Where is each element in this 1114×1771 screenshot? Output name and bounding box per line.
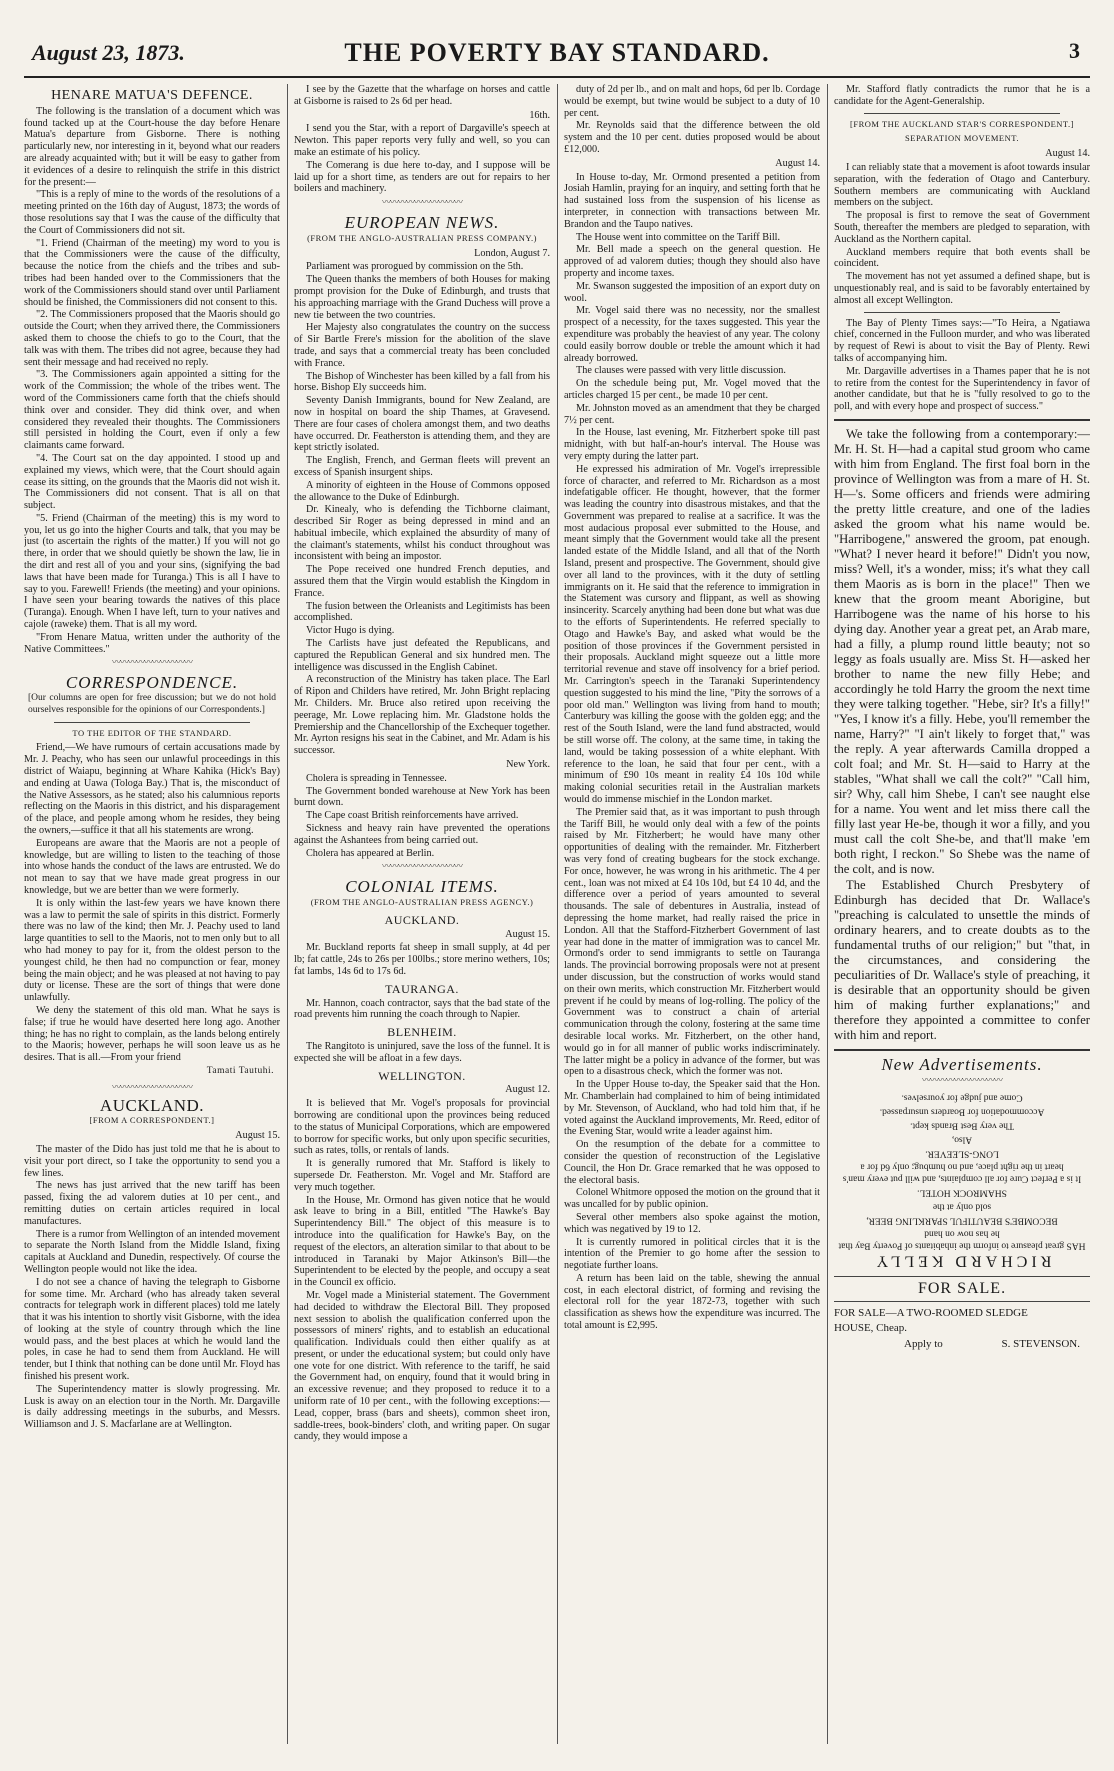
letter-continued (294, 84, 550, 108)
paragraph: Mr. Swanson suggested the imposition of an export duty on wool. (564, 280, 820, 304)
auckland-date-2: August 15. (505, 928, 550, 940)
paragraph: It is believed that Mr. Vogel's proposals for provincial borrowing are conditional upon the provinces being reduced to the status of Municipal Corporations, which are empowered to borrow for specific works, but only upon specific securities, such as rates, tolls, or rentals of lands. (294, 1098, 550, 1157)
letter-body (24, 742, 280, 1064)
divider (54, 722, 250, 723)
headline-colonial-items: COLONIAL ITEMS. (345, 877, 499, 897)
divider: 〰〰〰〰〰〰〰〰〰〰 (921, 1074, 1002, 1085)
article-new-york (294, 773, 550, 860)
paragraph: Seventy Danish Immigrants, bound for New Zealand, are now in hospital on board the ship Thames, at Gravesend. There are four cases of cholera amongst them, and two deaths have occurred. Dr. Featherston is attending them, and they are kept strictly isolated. (294, 395, 550, 454)
paragraph: Europeans are aware that the Maoris are not a people of knowledge, but are willing to listen to the teaching of those into whose hands the conduct of the laws are entrusted. We do not mean to say that we have made great progress in our knowledge, but we are better than we were formerly. (24, 837, 280, 896)
paragraph: duty of 2d per lb., and on malt and hops, 6d per lb. Cordage would be exempt, but twine would be subject to a duty of 10 per cent. (564, 84, 820, 119)
divider: 〰〰〰〰〰〰〰〰〰〰 (111, 657, 192, 668)
sub-wellington: WELLINGTON. (378, 1068, 466, 1083)
separation-article (834, 162, 1090, 307)
paragraph: The Bishop of Winchester has been killed by a fall from his horse. Bishop Ely succeeds him. (294, 370, 550, 394)
for-sale-apply (834, 1339, 1090, 1351)
auckland-source: [FROM A CORRESPONDENT.] (89, 1115, 215, 1126)
paragraph: Mr. Reynolds said that the difference between the old system and the 10 per cent. duties proposed would be about £12,000. (564, 120, 820, 155)
paragraph: In the House, Mr. Ormond has given notice that he would ask leave to bring in a Bill, entitled "The Hawke's Bay Superintendency Bill." The object of this measure is to introduce into the qualification for Hawke's Bay, on the request of the electors, an alteration similar to that about to be introduced in Taranaki by Major Atkinson's Bill—the Superintendent to be elected by the people, and occupy a seat in the Council ex officio. (294, 1194, 550, 1289)
london-date: London, August 7. (474, 247, 550, 259)
sub-blenheim: BLENHEIM. (387, 1025, 457, 1040)
sub-auckland: AUCKLAND. (384, 912, 460, 927)
paragraph: In the House, last evening, Mr. Fitzherbert spoke till past midnight, with but half-an-hour's interval. The House was very empty during the latter part. (564, 427, 820, 462)
paragraph: "1. Friend (Chairman of the meeting) my word to you is that the Commissioners were the cause of the difficulty, because the notice from the chiefs and the tribes and sub-tribes had been handed over to the Commissioners that the work of the Commissioners should stand over until Parliament should be finished, the Commissioners did not consent to this. (24, 237, 280, 308)
paragraph: Auckland members require that both events shall be coincident. (834, 246, 1090, 270)
star-source: [FROM THE AUCKLAND STAR'S CORRESPONDENT.] (850, 118, 1074, 129)
paragraph: Also, (951, 1133, 973, 1144)
paragraph: Parliament was prorogued by commission on the 5th. (306, 261, 524, 273)
wellington-date: August 12. (505, 1084, 550, 1096)
paragraph: A reconstruction of the Ministry has taken place. The Earl of Ripon and Childers have retired, Mr. John Bright replacing Mr. Childers. Mr. Bruce also retired upon receiving the peerage, Mr. Lowe replacing him. Mr. Gladstone holds the Premiership and the Chancellorship of the Exchequer together. Mr. Ayrton resigns his seat in the Cabinet, and Mr. Adam is his successor. (294, 674, 550, 757)
paragraph: It is generally rumored that Mr. Stafford is likely to supersede Dr. Featherston. Mr. Vogel and Mr. Stafford are very much together. (294, 1158, 550, 1193)
paragraph: Come and judge for yourselves. (901, 1092, 1023, 1103)
paragraph: A minority of eighteen in the House of Commons opposed the allowance to the Duke of Edinburgh. (294, 479, 550, 503)
paragraph: In House to-day, Mr. Ormond presented a petition from Josiah Hamlin, praying for an inquiry, and setting forth that he had sustained loss from the suspension of his license as interpreter, in connection with transactions between Mr. Brandon and the Taupo natives. (564, 171, 820, 230)
headline-auckland: AUCKLAND. (99, 1095, 205, 1115)
paragraph: "2. The Commissioners proposed that the Maoris should go outside the Court; when they arrived there, the Commissioners asked them to choose the chiefs to go to the Court, that the talk was with them. The tribes did not agree, because they had sent their message and had received no reply. (24, 309, 280, 368)
paragraph: BECOMBE'S BEAUTIFUL SPARKLING BEER, (866, 1214, 1058, 1225)
paragraph: Cholera is spreading in Tennessee. (306, 772, 447, 784)
column-4 (834, 84, 1090, 1744)
paragraph: The English, French, and German fleets will prevent an excess of Spanish insurgent ships. (294, 455, 550, 478)
paragraph: "3. The Commissioners again appointed a sitting for the work of the Commission; the whole of the tribes went. The word of the Commissioners came forth that the chiefs should think over and consider. They did think over, and when considered they revealed their thoughts. The Commissioners still persisted in holding the Court, even if only a few claimants came forward. (24, 369, 280, 452)
paragraph: The Premier said that, as it was important to push through the Tariff Bill, he would only deal with a few of the points raised by Mr. Fitzherbert; he would have many other opportunities of dealing with the remainder. Mr. Fitzherbert was very fond of creating bugbears for the stock exchange. For once, however, he was wrong in his arithmetic. The 4 per cent., loan was not mixed at £4 10s 10d, but £4 10 4d, and the difference over a period of years amounted to several thousands. The sale of debentures in Australia, instead of depressing the home market, had really raised the price in London. All that the Stafford-Fitzherbert Government of last year had done in the matter of immigration was to cancel Mr. Ormond's order to send immigrants to settle on Tauranga lands. The provincial borrowing proposals were not at present under discussion, but the construction of works would stand on their own merits, which construction Mr. Fitzherbert would prevent if he could by means of log-rolling. The policy of the Government was to construct a chain of arterial communication through the colony, fostering at the same time desirable local works. Mr. Fitzherbert, on the other hand, would go in for all manner of public works indiscriminately. The latter might be a policy in advance of the former, but was open to a disastrous check, which the former was not. (564, 806, 820, 1078)
paragraph: The following is the translation of a document which was found tacked up at the Court-house the day before Henare Matua's departure from Gisborne. There is nothing particularly new, nor interesting in it, beyond what our readers are already acquainted with; but it will be easy to gather from it evidences of a desire to relinquish the strife in this district for the present:— (24, 105, 280, 188)
auckland-date: August 15. (235, 1130, 280, 1142)
paragraph: Colonel Whitmore opposed the motion on the ground that it was uncalled for by public opinion. (564, 1187, 820, 1211)
newspaper-title: THE POVERTY BAY STANDARD. (344, 38, 770, 67)
paragraph: The Carlists have just defeated the Republicans, and captured the Republican General and six hundred men. The intelligence was discussed in the English Cabinet. (294, 638, 550, 673)
wellington-continued (564, 84, 820, 156)
paragraph: Friend,—We have rumours of certain accusations made by Mr. J. Peachy, who has seen our unlawful proceedings in this district of Waiapu, beginning at Whare Kahika (Hick's Bay) and ending at Uawa (Tologa Bay.) That is, the misconduct of the Native Assessors, as he stated; also his calumnious reports reflecting on the Maoris in this district, and his disparagement of the place, and people among whom he resides, they being the owners,—suffice it that all his statements are wrong. (24, 742, 280, 837)
letter-signature: Tamati Tautuhi. (206, 1065, 274, 1076)
paragraph: Cholera has appeared at Berlin. (306, 847, 435, 859)
paragraph: "4. The Court sat on the day appointed. I stood up and explained my views, which were, that the Court should again cease its sitting, on the grounds that the Maoris did not wish it. The Commissioners did not consent. That is all on that subject. (24, 452, 280, 512)
columns (24, 84, 1090, 1744)
divider (834, 1049, 1090, 1051)
paragraph: The Bay of Plenty Times says:—"To Heira, a Ngatiawa chief, concerned in the Fulloon murder, and who was liberated by request of Rewi is about to visit the Bay of Plenty. Rewi talks of accompanying him. (834, 317, 1090, 364)
article-european (294, 261, 550, 757)
paragraph: Mr. Johnston moved as an amendment that they be charged 7½ per cent. (564, 402, 820, 426)
date-august-14: August 14. (775, 157, 820, 169)
paragraph: On the schedule being put, Mr. Vogel moved that the articles charged 15 per cent., be made 10 per cent. (564, 378, 820, 401)
paragraph: The Superintendency matter is slowly progressing. Mr. Lusk is away on an election tour in the North. Mr. Dargaville is daily addressing meetings in the suburbs, and Messrs. Williamson and J. S. Macfarlane are at Wellington. (24, 1383, 280, 1431)
divider (864, 312, 1060, 313)
paragraph: A return has been laid on the table, shewing the annual cost, in each electoral district, of forming and revising the electoral roll for the year 1872-73, together with such classification as shews how the expenditure was incurred. The total amount is £2,995. (564, 1272, 820, 1332)
apply-to-label: Apply to (904, 1338, 943, 1351)
paragraph: The Comerang is due here to-day, and I suppose will be laid up for a short time, as tenders are out for repairs to her boilers and machinery. (294, 159, 550, 195)
paragraph: The clauses were passed with very little discussion. (576, 365, 786, 377)
column-1 (24, 84, 280, 1744)
paragraph: It is a Perfect Cure for all complaints, and will put every man's heart in the right place, and no humbug; only 6d for a (842, 1161, 1082, 1184)
divider (864, 113, 1060, 114)
issue-date: August 23, 1873. (32, 40, 185, 65)
bay-of-plenty-items (834, 318, 1090, 413)
contact-name: S. STEVENSON. (1001, 1338, 1080, 1351)
paragraph: We deny the statement of this old man. What he says is false; if true he would have deserted here long ago. Another thing; he has no right to complain, as the lands belong entirely to the Maoris; however, perhaps he will soon leave us as he desires. That is all.—From your friend (24, 1004, 280, 1064)
paragraph: The House went into committee on the Tariff Bill. (576, 231, 781, 243)
divider: 〰〰〰〰〰〰〰〰〰〰 (111, 1081, 192, 1092)
paragraph: SHAMROCK HOTEL. (917, 1186, 1007, 1197)
advertisement-lines (834, 1091, 1090, 1251)
article-auckland (24, 1144, 280, 1431)
paragraph: In the Upper House to-day, the Speaker said that the Hon. Mr. Chamberlain had complained to him of being intimidated by Mr. Stevenson, of Auckland, who had told him that, if he voted against the Auckland improvements, Mr. Reed, editor of the Evening Star, would write a leader against him. (564, 1079, 820, 1138)
paragraph: Accommodation for Boarders unsurpassed. (879, 1106, 1045, 1117)
paragraph: We take the following from a contemporary:—Mr. H. St. H—had a capital stud groom who came with him from England. The first foal born in the province of Wellington was from a mare of H. St. H—'s. Some officers and friends were admiring the pretty little creature, and one of the ladies asked the groom what his name would be. "Harribogene," answered the groom, pat enough. "What? I never heard it before!" Didn't you now, miss? Well, it's a wonder, miss; it's what they call them Maoris as is born in the place!" Then we knew that the groom meant Aborigine, but Harribogene was the name of his horse to his dying day. Another year a great pet, an Arab mare, had a filly, a plump round little beauty; not so leggy as foals usually are. Miss St. H—asked her brother to name the new filly Hebe; and accordingly he told Harry the groom the next time they were talking together. "Hebe, sir? It's a filly!" "Yes, I know it's a filly. Hebe, you'll remember the name, Harry?" "I ain't likely to forget that," was the reply. A year afterwards Camilla dropped a colt foal; and Mr. St. H—said to Harry at the stables, "What shall we call the colt?" "Call him, sir? Why, call him Shebe, I can't see naught else for a name. You went and let miss there call the filly last year He-be, though it wor a filly, and you must call the colt She-be, and that'll make 'em both right, I reckon." So Shebe was the name of the colt, and is now. (834, 426, 1090, 876)
masthead (24, 30, 1090, 78)
european-source: (FROM THE ANGLO-AUSTRALIAN PRESS COMPANY.) (307, 232, 537, 243)
new-york-dateline: New York. (506, 759, 550, 771)
page-number: 3 (1069, 38, 1080, 63)
column-3 (564, 84, 820, 1744)
paragraph: Victor Hugo is dying. (306, 625, 395, 637)
column-2 (294, 84, 550, 1744)
paragraph: It is currently rumored in political circles that it is the intention of the Premier to go home after the session to negotiate further loans. (564, 1236, 820, 1272)
paragraph: The Queen thanks the members of both Houses for making prompt provision for the Duke of Edinburgh, and trusts that his approaching marriage with the Grand Duchess will prove a new tie between the two countries. (294, 274, 550, 321)
for-sale-line-2: HOUSE, Cheap. (834, 1322, 908, 1335)
paragraph: LONG-SLEEVER. (925, 1147, 999, 1158)
newspaper-page (24, 30, 1090, 1750)
separation-date: August 14. (1045, 148, 1090, 160)
auckland-item: Mr. Buckland reports fat sheep in small supply, at 4d per lb; fat cattle, 24s to 26s per 100lbs.; store merino wethers, 10s; fat lambs, 14s 6d to 17s 6d. (294, 942, 550, 977)
divider: 〰〰〰〰〰〰〰〰〰〰 (381, 861, 462, 872)
headline-new-advertisements: New Advertisements. (881, 1054, 1043, 1074)
divider: 〰〰〰〰〰〰〰〰〰〰 (381, 197, 462, 208)
correspondence-note: [Our columns are open for free discussion; but we do not hold ourselves responsible for the opinions of our Correspondents.] (28, 693, 276, 715)
paragraph: "From Henare Matua, written under the authority of the Native Committees." (24, 631, 280, 655)
paragraph: The Cape coast British reinforcements have arrived. (306, 810, 519, 822)
separation-heading: SEPARATION MOVEMENT. (905, 133, 1019, 144)
stafford-item: Mr. Stafford flatly contradicts the rumor that he is a candidate for the Agent-Generalship. (834, 84, 1090, 107)
paragraph: It is only within the last-few years we have known there was a law to permit the sale of spirits in this district. Formerly there was no law of the kind; then Mr. J. Peachy used to land large quantities to sell to the Maoris, not to men only but to all who had money to pay for it, from the oldest person to the youngest child, he then had no compunction or fear, money being the main object; and he was pleased at not having to pay duty or license. These are the sort of things that were done unlawfully. (24, 897, 280, 1004)
article-matua (24, 106, 280, 656)
paragraph: The Government bonded warehouse at New York has been burnt down. (294, 785, 550, 809)
paragraph: "5. Friend (Chairman of the meeting) this is my word to you, let us go into the higher Courts and talk, that you may be just (to ascertain the rights of the matter.) If you will not go there, in order that we should quietly be shown the law, lie in the dirt and rest all of you and your sins, (signifying the bad laws that have been made for Turanga.) This is all I have to say to you. Farewell! Friends (the meeting) and your opinions. I have seen your bearing towards the natives of this place (Turanga). Enough. When I have left, turn to your natives and cajole (raweke) them. That is all my word. (24, 512, 280, 631)
headline-correspondence: CORRESPONDENCE. (65, 673, 239, 693)
paragraph: Several other members also spoke against the motion, which was negatived by 19 to 12. (564, 1211, 820, 1235)
paragraph: The Pope received one hundred French deputies, and assured them that the Virgin would establish the Kingdom in France. (294, 564, 550, 599)
paragraph: Dr. Kinealy, who is defending the Tichborne claimant, described Sir Roger as being depressed in mind and an habitual imbecile, which explained the absurdity of many of the claimant's statements, whilst his conduct throughout was inconsistent with being an impostor. (294, 504, 550, 563)
editorial (834, 427, 1090, 1043)
paragraph: I do not see a chance of having the telegraph to Gisborne for some time. Mr. Archard (who has already taken several contracts for telegraph work in different places) told me lately that it was his intention to shortly visit Gisborne, with the idea of looking at the style of country through which the line would pass, and the best places at which he would land the poles, in case he had to send them from Auckland. He will tender, but I think that nothing can be done until Mr. Floyd has finished his present work. (24, 1276, 280, 1383)
paragraph: HAS great pleasure to inform the inhabitants of Poverty Bay that he has now on hand (838, 1228, 1086, 1251)
paragraph: I send you the Star, with a report of Dargaville's speech at Newton. This paper reports very fully and well, so you can make an estimate of his policy. (294, 123, 550, 158)
for-sale-heading: FOR SALE. (834, 1276, 1090, 1302)
paragraph: Mr. Dargaville advertises in a Thames paper that he is not to retire from the contest for the Superintendency in favor of another candidate, but that he is "fully resolved to go to the poll, and with every hope and prospect of success." (834, 365, 1090, 413)
paragraph: Her Majesty also congratulates the country on the success of Sir Bartle Frere's mission for the abolition of the slave trade, and says that a commercial treaty has been concluded with France. (294, 322, 550, 369)
paragraph: "This is a reply of mine to the words of the resolutions of a meeting printed on the 16th day of August, 1873; the words of those resolutions say that I was the cause of the difficulty that the Court of Commissioners did not sit. (24, 189, 280, 236)
sub-tauranga: TAURANGA. (385, 981, 459, 996)
paragraph: The Established Church Presbytery of Edinburgh has decided that Dr. Wallace's "preaching is calculated to unsettle the minds of ordinary hearers, and to create doubts as to the fundamental truths of our religion;" but "that, in the circumstances, and considering the peculiarities of Dr. Wallace's style of preaching, it is desirable that an opportunity should be given him of making further explanations;" and therefore they appointed a committee to confer with him and report. (834, 877, 1090, 1042)
headline-matua: HENARE MATUA'S DEFENCE. (51, 88, 253, 103)
advertiser-name: RICHARD KELLY (872, 1251, 1052, 1269)
letter-continued-2 (294, 123, 550, 195)
paragraph: sold only at the (932, 1200, 992, 1211)
parliament-report (564, 172, 820, 1332)
divider (834, 419, 1090, 421)
date-16th: 16th. (529, 109, 550, 121)
colonial-source: (FROM THE ANGLO-AUSTRALIAN PRESS AGENCY.) (310, 897, 534, 907)
to-editor: TO THE EDITOR OF THE STANDARD. (72, 727, 232, 738)
tauranga-item: Mr. Hannon, coach contractor, says that the bad state of the road prevents him running the coach through to Napier. (294, 997, 550, 1021)
paragraph: Mr. Bell made a speech on the general question. He approved of ad valorem duties; though they should also have property and income taxes. (564, 244, 820, 279)
headline-european-news: EUROPEAN NEWS. (344, 212, 500, 232)
article-wellington (294, 1098, 550, 1443)
advertisement-shamrock-hotel (834, 1091, 1090, 1269)
paragraph: There is a rumor from Wellington of an intended movement to separate the North Island from the Middle Island, fixing capitals at Auckland and Dunedin, respectively. Of course the Wellington people would not like the idea. (24, 1228, 280, 1275)
paragraph: I see by the Gazette that the wharfage on horses and cattle at Gisborne is raised to 2s 6d per head. (294, 84, 550, 107)
for-sale-line-1: FOR SALE—A TWO-ROOMED SLEDGE (834, 1306, 1028, 1319)
paragraph: On the resumption of the debate for a committee to consider the question of reconstruction of the Legislative Council, the Hon Dr. Grace remarked that he was opposed to the electoral basis. (564, 1139, 820, 1186)
paragraph: I can reliably state that a movement is afoot towards insular separation, with the federation of Otago and Canterbury. Southern members are communicating with Auckland members on the subject. (834, 161, 1090, 209)
paragraph: The proposal is first to remove the seat of Government South, thereafter the members are pledged to separation, with Auckland as the Northern capital. (834, 210, 1090, 245)
paragraph: He expressed his admiration of Mr. Vogel's irrepressible force of character, and referred to Mr. Richardson as a most indefatigable officer. He thought, however, that the former was leading the country into disastrous mistakes, and that the Government was prepared to realise at a sacrifice. It was the most audacious proposal ever submitted to the House, and meant simply that the Government would take all the present landed estate of the Middle Island, and all that of the North Island, present and prospective. The Government, should give over all land to the provinces, with it the duty of settling immigrants on it. He said that the reference to immigration in the Statement was cursory and flippant, as well as showing insincerity. Scarcely anything had been done but what was due to the efforts of Superintendents. He referred specially to Otago and Hawke's Bay, and asked what would be the position of those provinces if the Government persisted in their proposals. Auckland might squeeze out a little more territorial revenue and stave off insolvency for a brief period. Mr. Carrington's speech in the Taranaki Superintendency question suggested to his mind the line, "Pity the sorrows of a poor old man." Wellington was living from hand to mouth; Canterbury was killing the goose with the golden egg; and the rest of the South Island, were the land fund abstracted, would be still worse off. The colony, at the same time, in taking the land, would be taking possession of a white elephant. With reference to the loan, he said that four per cent., with a minimum of £90 10s meant in reality £4 10s 10d while making colonial securities retail in the Australian markets would do immense mischief in the London market. (564, 463, 820, 806)
paragraph: The fusion between the Orleanists and Legitimists has been accomplished. (294, 600, 550, 624)
blenheim-item: The Rangitoto is uninjured, save the loss of the funnel. It is expected she will be afloat in a few days. (294, 1040, 550, 1064)
paragraph: Mr. Vogel made a Ministerial statement. The Government had decided to withdraw the Electoral Bill. They proposed next session to abolish the qualification conferred upon the possessors of miners' rights, and to establish an educational qualification. Individuals could then either qualify as at present, or under the educational system; but could only have one vote for one district. With reference to the tariff, he said the Government had, on enquiry, found that it would bring in an excessive revenue; and they proposed to reduce it to a uniform rate of 10 per cent., with the following exceptions:—Lead, copper, brass (bars and sheets), common sheet iron, saddle-trees, book-binders' cloth, and writing paper. On sugar candy, they would impose a (294, 1289, 550, 1443)
paragraph: Mr. Vogel said there was no necessity, nor the smallest prospect of a necessity, for the taxes suggested. This year the expenditure was probably the heaviest of any year. The colony could easily borrow double or treble the amount which it had already borrowed. (564, 305, 820, 364)
paragraph: The movement has not yet assumed a defined shape, but is unquestionably real, and is said to be favorably entertained by almost all except Wellington. (834, 271, 1090, 306)
paragraph: The very Best Brands kept. (910, 1119, 1014, 1130)
paragraph: The master of the Dido has just told me that he is about to visit your port direct, so I take the opportunity to send you a few lines. (24, 1143, 280, 1179)
paragraph: Sickness and heavy rain have prevented the operations against the Ashantees from being carried out. (294, 823, 550, 846)
paragraph: The news has just arrived that the new tariff has been passed, fixing the ad valorem duties at 10 per cent., and remitting duties on certain articles required in local manufactures. (24, 1180, 280, 1227)
